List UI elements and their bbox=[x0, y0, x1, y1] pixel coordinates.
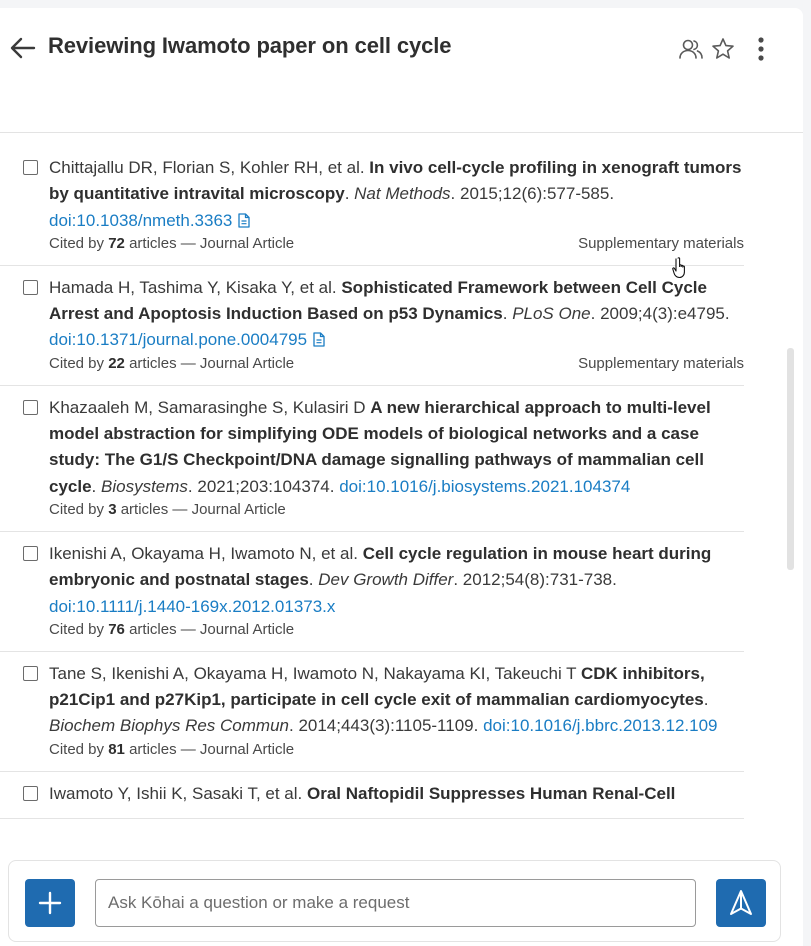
supplementary-materials-link[interactable]: Supplementary materials bbox=[578, 354, 744, 372]
add-button[interactable] bbox=[25, 879, 75, 927]
reference-title: Cell cycle regulation in mouse heart during embryonic and postnatal stages bbox=[49, 543, 712, 590]
reference-doi-link[interactable]: doi:10.1016/j.biosystems.2021.104374 bbox=[339, 476, 631, 496]
cited-by-prefix: Cited by bbox=[49, 354, 105, 372]
cited-by-count: 76 bbox=[108, 620, 125, 638]
composer bbox=[8, 860, 781, 942]
reference-text: Chittajallu DR, Florian S, Kohler RH, et al. In vivo cell-cycle profiling in xenograft tumors by quantitative intravital microscopy. Nat Methods. 2015;12(6):577-585. doi:10.1038/nmeth.3363 bbox=[49, 158, 742, 230]
reference-text: Khazaaleh M, Samarasinghe S, Kulasiri D A new hierarchical approach to multi-level model abstraction for simplifying ODE models of biological networks and a case study: The G1/S Checkpoint/DNA damage signalling pathways of mammalian cell cycle. Biosystems. 2021;203:104374. doi:10.1016/j.biosystems.2021.104374 bbox=[49, 397, 711, 496]
reference-journal: Biosystems bbox=[101, 476, 188, 496]
reference-citation: 2015;12(6):577-585. bbox=[460, 184, 615, 204]
cited-by-prefix: Cited by bbox=[49, 500, 105, 518]
reference-title: CDK inhibitors, p21Cip1 and p27Kip1, participate in cell cycle exit of mammalian cardiomyocytes bbox=[49, 663, 705, 710]
cited-by-suffix: articles — Journal Article bbox=[129, 740, 295, 758]
reference-citation: 2012;54(8):731-738. bbox=[462, 570, 617, 590]
reference-authors: Khazaaleh M, Samarasinghe S, Kulasiri D bbox=[49, 397, 366, 417]
cited-by bbox=[49, 354, 294, 374]
reference-doi-link[interactable]: doi:10.1111/j.1440-169x.2012.01373.x bbox=[49, 596, 336, 616]
reference-text: Ikenishi A, Okayama H, Iwamoto N, et al. Cell cycle regulation in mouse heart during embryonic and postnatal stages. Dev Growth Differ. 2012;54(8):731-738. doi:10.1111/j.1440-169x.2012.01373.x bbox=[49, 543, 712, 616]
reference-title: A new hierarchical approach to multi-level model abstraction for simplifying ODE models of biological networks and a case study: The G1/S Checkpoint/DNA damage signalling pathways of mammalian cell cycle bbox=[49, 397, 711, 496]
reference-authors: Hamada H, Tashima Y, Kisaka Y, et al. bbox=[49, 277, 337, 297]
cited-by-count: 81 bbox=[108, 740, 125, 758]
cited-by-suffix: articles — Journal Article bbox=[120, 500, 286, 518]
reference-journal: PLoS One bbox=[512, 304, 591, 324]
scrollbar-thumb[interactable] bbox=[787, 348, 794, 570]
reference-authors: Iwamoto Y, Ishii K, Sasaki T, et al. bbox=[49, 783, 303, 803]
reference-meta bbox=[49, 234, 744, 254]
reference-item bbox=[0, 386, 744, 532]
cited-by-prefix: Cited by bbox=[49, 620, 105, 638]
cited-by bbox=[49, 234, 294, 254]
cited-by-prefix: Cited by bbox=[49, 234, 105, 252]
reference-citation: 2014;443(3):1105-1109. bbox=[298, 716, 479, 736]
reference-text bbox=[49, 781, 744, 807]
star-icon bbox=[710, 37, 736, 61]
reference-checkbox[interactable] bbox=[23, 400, 38, 415]
reference-doi-link[interactable]: doi:10.1038/nmeth.3363 bbox=[49, 210, 233, 230]
reference-checkbox[interactable] bbox=[23, 160, 38, 175]
reference-item bbox=[0, 652, 744, 772]
reference-journal: Nat Methods bbox=[354, 184, 451, 204]
reference-citation: 2021;203:104374. bbox=[197, 476, 335, 496]
reference-doi-link[interactable]: doi:10.1016/j.bbrc.2013.12.109 bbox=[483, 716, 718, 736]
reference-text: Tane S, Ikenishi A, Okayama H, Iwamoto N, Nakayama KI, Takeuchi T CDK inhibitors, p21Cip1 and p27Kip1, participate in cell cycle exit of mammalian cardiomyocytes. Biochem Biophys Res Commun. 2014;443(3):1105-1109. doi:10.1016/j.bbrc.2013.12.109 bbox=[49, 663, 718, 736]
header bbox=[0, 8, 803, 86]
reference-journal: Dev Growth Differ bbox=[318, 570, 454, 590]
reference-checkbox[interactable] bbox=[23, 546, 38, 561]
reference-authors: Tane S, Ikenishi A, Okayama H, Iwamoto N, Nakayama KI, Takeuchi T bbox=[49, 663, 577, 683]
page-title: Reviewing Iwamoto paper on cell cycle bbox=[48, 33, 452, 58]
reference-citation: 2009;4(3):e4795. bbox=[600, 304, 730, 324]
cited-by-suffix: articles — Journal Article bbox=[129, 354, 295, 372]
supplementary-materials-link[interactable]: Supplementary materials bbox=[578, 234, 744, 252]
send-icon bbox=[728, 889, 754, 917]
ask-input[interactable] bbox=[95, 879, 696, 927]
send-button[interactable] bbox=[716, 879, 766, 927]
header-divider bbox=[0, 132, 803, 133]
cited-by-prefix: Cited by bbox=[49, 740, 105, 758]
reference-item bbox=[0, 146, 744, 266]
document-icon[interactable] bbox=[313, 332, 325, 347]
reference-item bbox=[0, 532, 744, 652]
share-people-button[interactable] bbox=[678, 36, 704, 62]
cited-by-suffix: articles — Journal Article bbox=[129, 234, 295, 252]
more-options-button[interactable] bbox=[748, 36, 774, 62]
reference-journal: Biochem Biophys Res Commun bbox=[49, 716, 289, 736]
reference-item bbox=[0, 772, 744, 819]
document-icon[interactable] bbox=[238, 213, 250, 228]
cited-by-suffix: articles — Journal Article bbox=[129, 620, 295, 638]
reference-meta bbox=[49, 500, 744, 520]
reference-list bbox=[0, 146, 744, 832]
cited-by-count: 72 bbox=[108, 234, 125, 252]
reference-checkbox[interactable] bbox=[23, 786, 38, 801]
reference-meta bbox=[49, 740, 744, 760]
cited-by-count: 3 bbox=[108, 500, 117, 518]
favorite-button[interactable] bbox=[710, 36, 736, 62]
more-vertical-icon bbox=[756, 36, 766, 62]
cited-by bbox=[49, 500, 286, 520]
people-icon bbox=[678, 37, 704, 61]
reference-title: Oral Naftopidil Suppresses Human Renal-Cell bbox=[306, 783, 676, 803]
cited-by bbox=[49, 740, 294, 760]
plus-icon bbox=[38, 891, 62, 915]
arrow-left-icon bbox=[10, 37, 36, 59]
chat-panel bbox=[0, 8, 803, 946]
reference-checkbox[interactable] bbox=[23, 280, 38, 295]
reference-checkbox[interactable] bbox=[23, 666, 38, 681]
reference-meta bbox=[49, 620, 744, 640]
reference-meta bbox=[49, 354, 744, 374]
reference-authors: Ikenishi A, Okayama H, Iwamoto N, et al. bbox=[49, 543, 358, 563]
back-button[interactable] bbox=[8, 33, 38, 63]
reference-text: Hamada H, Tashima Y, Kisaka Y, et al. Sophisticated Framework between Cell Cycle Arrest and Apoptosis Induction Based on p53 Dynamics. PLoS One. 2009;4(3):e4795. doi:10.1371/journal.pone.0004795 bbox=[49, 277, 730, 350]
reference-item bbox=[0, 266, 744, 386]
cited-by-count: 22 bbox=[108, 354, 125, 372]
hand-cursor-icon bbox=[672, 256, 692, 280]
cited-by bbox=[49, 620, 294, 640]
reference-title: Sophisticated Framework between Cell Cycle Arrest and Apoptosis Induction Based on p53 Dynamics bbox=[49, 277, 707, 324]
reference-authors: Chittajallu DR, Florian S, Kohler RH, et al. bbox=[49, 158, 365, 177]
reference-doi-link[interactable]: doi:10.1371/journal.pone.0004795 bbox=[49, 330, 308, 350]
reference-title: In vivo cell-cycle profiling in xenograft tumors by quantitative intravital microscopy bbox=[49, 158, 742, 204]
